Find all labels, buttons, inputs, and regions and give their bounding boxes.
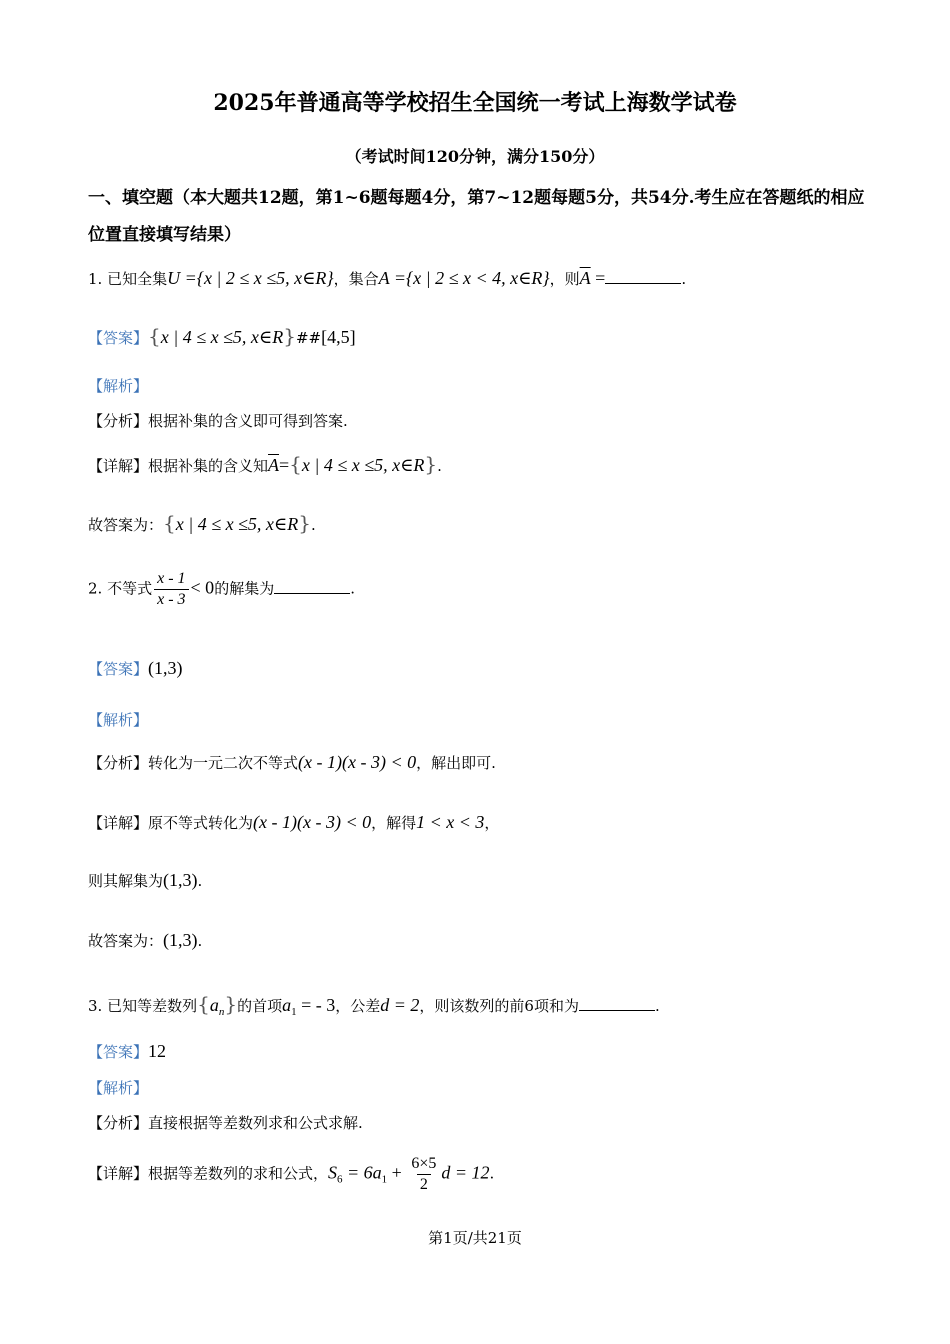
q2-analysis [88,752,496,773]
brace-right-icon: } [298,511,311,535]
q1-conclusion-expr: x | 4 ≤ x ≤5, x∈R [175,514,299,534]
q2-solution [88,870,202,891]
q3-fraction [408,1155,439,1194]
q2-conclusion-expr: (1,3) [163,930,198,950]
q3-suffix: ，则该数列的前6项和为 [419,997,579,1015]
brace-right-icon: } [224,992,238,1016]
q1-mid: ，集合 [333,270,379,288]
q3-prefix: 3. 已知等差数列 [88,997,198,1015]
q3-mid2: ，公差 [335,997,381,1015]
question-2 [88,570,355,609]
q3-end2: . [489,1164,495,1183]
q1-detail-abar: $\overline{A}$ [268,455,280,475]
q1-answer-expr: x | 4 ≤ x ≤5, x∈R [160,327,284,347]
q1-eq: = [590,268,606,288]
q2-detail-mid: ，解得 [371,814,417,832]
q2-solution-expr: (1,3) [163,870,198,890]
q3-detail [88,1155,494,1194]
brace-right-icon: } [283,324,296,348]
q2-denominator: x - 3 [154,589,188,609]
q2-numerator: x - 1 [157,570,186,587]
q3-frac-num: 6×5 [411,1155,437,1172]
q3-s6: S [328,1162,338,1183]
exam-info: （考试时间120分钟，满分150分） [345,147,605,166]
answer-tag: 【答案】 [88,1043,149,1061]
q1-jiexi-tag: 【解析】 [88,377,149,395]
q3-seq: a [209,995,219,1015]
q1-end: . [681,270,687,288]
q2-detail [88,812,499,833]
q3-frac-den: 2 [417,1174,431,1194]
q3-answer [88,1041,166,1062]
q2-detail-prefix: 【详解】原不等式转化为 [88,814,254,832]
q2-detail-expr: (x - 1)(x - 3) < 0 [253,812,372,832]
question-1 [88,268,686,289]
q1-conclusion-end: . [310,516,316,534]
q2-answer [88,658,183,679]
answer-tag: 【答案】 [88,660,149,678]
q2-answer-expr: (1,3) [148,658,183,678]
q3-a1-sub: 1 [291,1006,297,1018]
q2-conclusion [88,930,202,951]
q2-prefix: 2. 不等式 [88,579,153,598]
q3-a1: a [282,995,292,1015]
q3-seq-sub: n [218,1006,225,1018]
answer-tag: 【答案】 [88,329,149,347]
q3-s6-eq-sub: 1 [381,1173,388,1186]
q3-tail: d = 12 [441,1162,490,1183]
q2-end: . [350,579,355,598]
q3-analysis: 【分析】直接根据等差数列求和公式求解. [88,1114,363,1132]
brace-left-icon: { [289,452,302,476]
q3-s6-sub: 6 [337,1173,343,1186]
q1-answer [88,324,356,348]
q1-detail [88,452,442,476]
q3-mid1: 的首项 [237,997,283,1015]
q2-detail-end: ， [484,814,500,832]
page-title: 2025年普通高等学校招生全国统一考试上海数学试卷 [213,90,737,116]
q2-analysis-suffix: ，解出即可. [416,754,496,772]
page-footer: 第1页/共21页 [428,1229,522,1247]
answer-blank [579,996,655,1011]
q2-conclusion-prefix: 故答案为： [88,932,164,950]
q3-s6-eq: = 6a [342,1162,382,1183]
q3-answer-expr: 12 [148,1041,167,1061]
q2-suffix: 的解集为 [214,579,275,598]
q1-detail-eq: = [279,455,290,475]
q2-fraction [154,570,188,609]
q2-jiexi-tag: 【解析】 [88,711,149,729]
q1-set-a: A ={x | 2 ≤ x < 4, x∈R} [378,268,550,288]
answer-blank [274,579,350,594]
q3-a1-val: = - 3 [296,995,336,1015]
q1-prefix: 1. 已知全集 [88,270,168,288]
q2-conclusion-end: . [197,932,203,950]
q1-detail-end: . [437,457,442,475]
q3-plus: + [387,1162,407,1183]
q2-solution-prefix: 则其解集为 [88,872,164,890]
q3-jiexi-tag: 【解析】 [88,1079,149,1097]
brace-left-icon: { [197,992,210,1016]
q3-end: . [654,997,660,1015]
question-3 [88,992,660,1018]
q2-analysis-expr: (x - 1)(x - 3) < 0 [298,752,417,772]
q1-mid2: ，则 [549,270,580,288]
brace-right-icon: } [424,452,438,476]
q1-detail-expr: x | 4 ≤ x ≤5, x∈R [301,455,425,475]
q1-conclusion [88,511,316,535]
q2-solution-end: . [197,872,203,890]
answer-blank [605,269,681,284]
brace-left-icon: { [163,511,176,535]
q2-lt: < 0 [190,577,215,598]
section-heading: 一、填空题（本大题共12题，第1~6题每题4分，第7~12题每题5分，共54分.考生应在答题纸的相应位置直接填写结果） [88,188,865,245]
q1-conclusion-prefix: 故答案为： [88,516,164,534]
q1-detail-prefix: 【详解】根据补集的含义知 [88,457,269,475]
q1-answer-sep: ## [295,329,322,347]
q1-answer-alt: [4,5] [321,327,356,347]
q2-detail-expr2: 1 < x < 3 [416,812,485,832]
q1-set-u: U ={x | 2 ≤ x ≤5, x∈R} [167,268,334,288]
brace-left-icon: { [148,324,161,348]
q1-analysis: 【分析】根据补集的含义即可得到答案. [88,412,348,430]
q1-complement-symbol: $\overline{A}$ [579,268,591,288]
q3-detail-prefix: 【详解】根据等差数列的求和公式， [88,1164,329,1183]
q3-d-expr: d = 2 [380,995,420,1015]
q2-analysis-prefix: 【分析】转化为一元二次不等式 [88,754,299,772]
